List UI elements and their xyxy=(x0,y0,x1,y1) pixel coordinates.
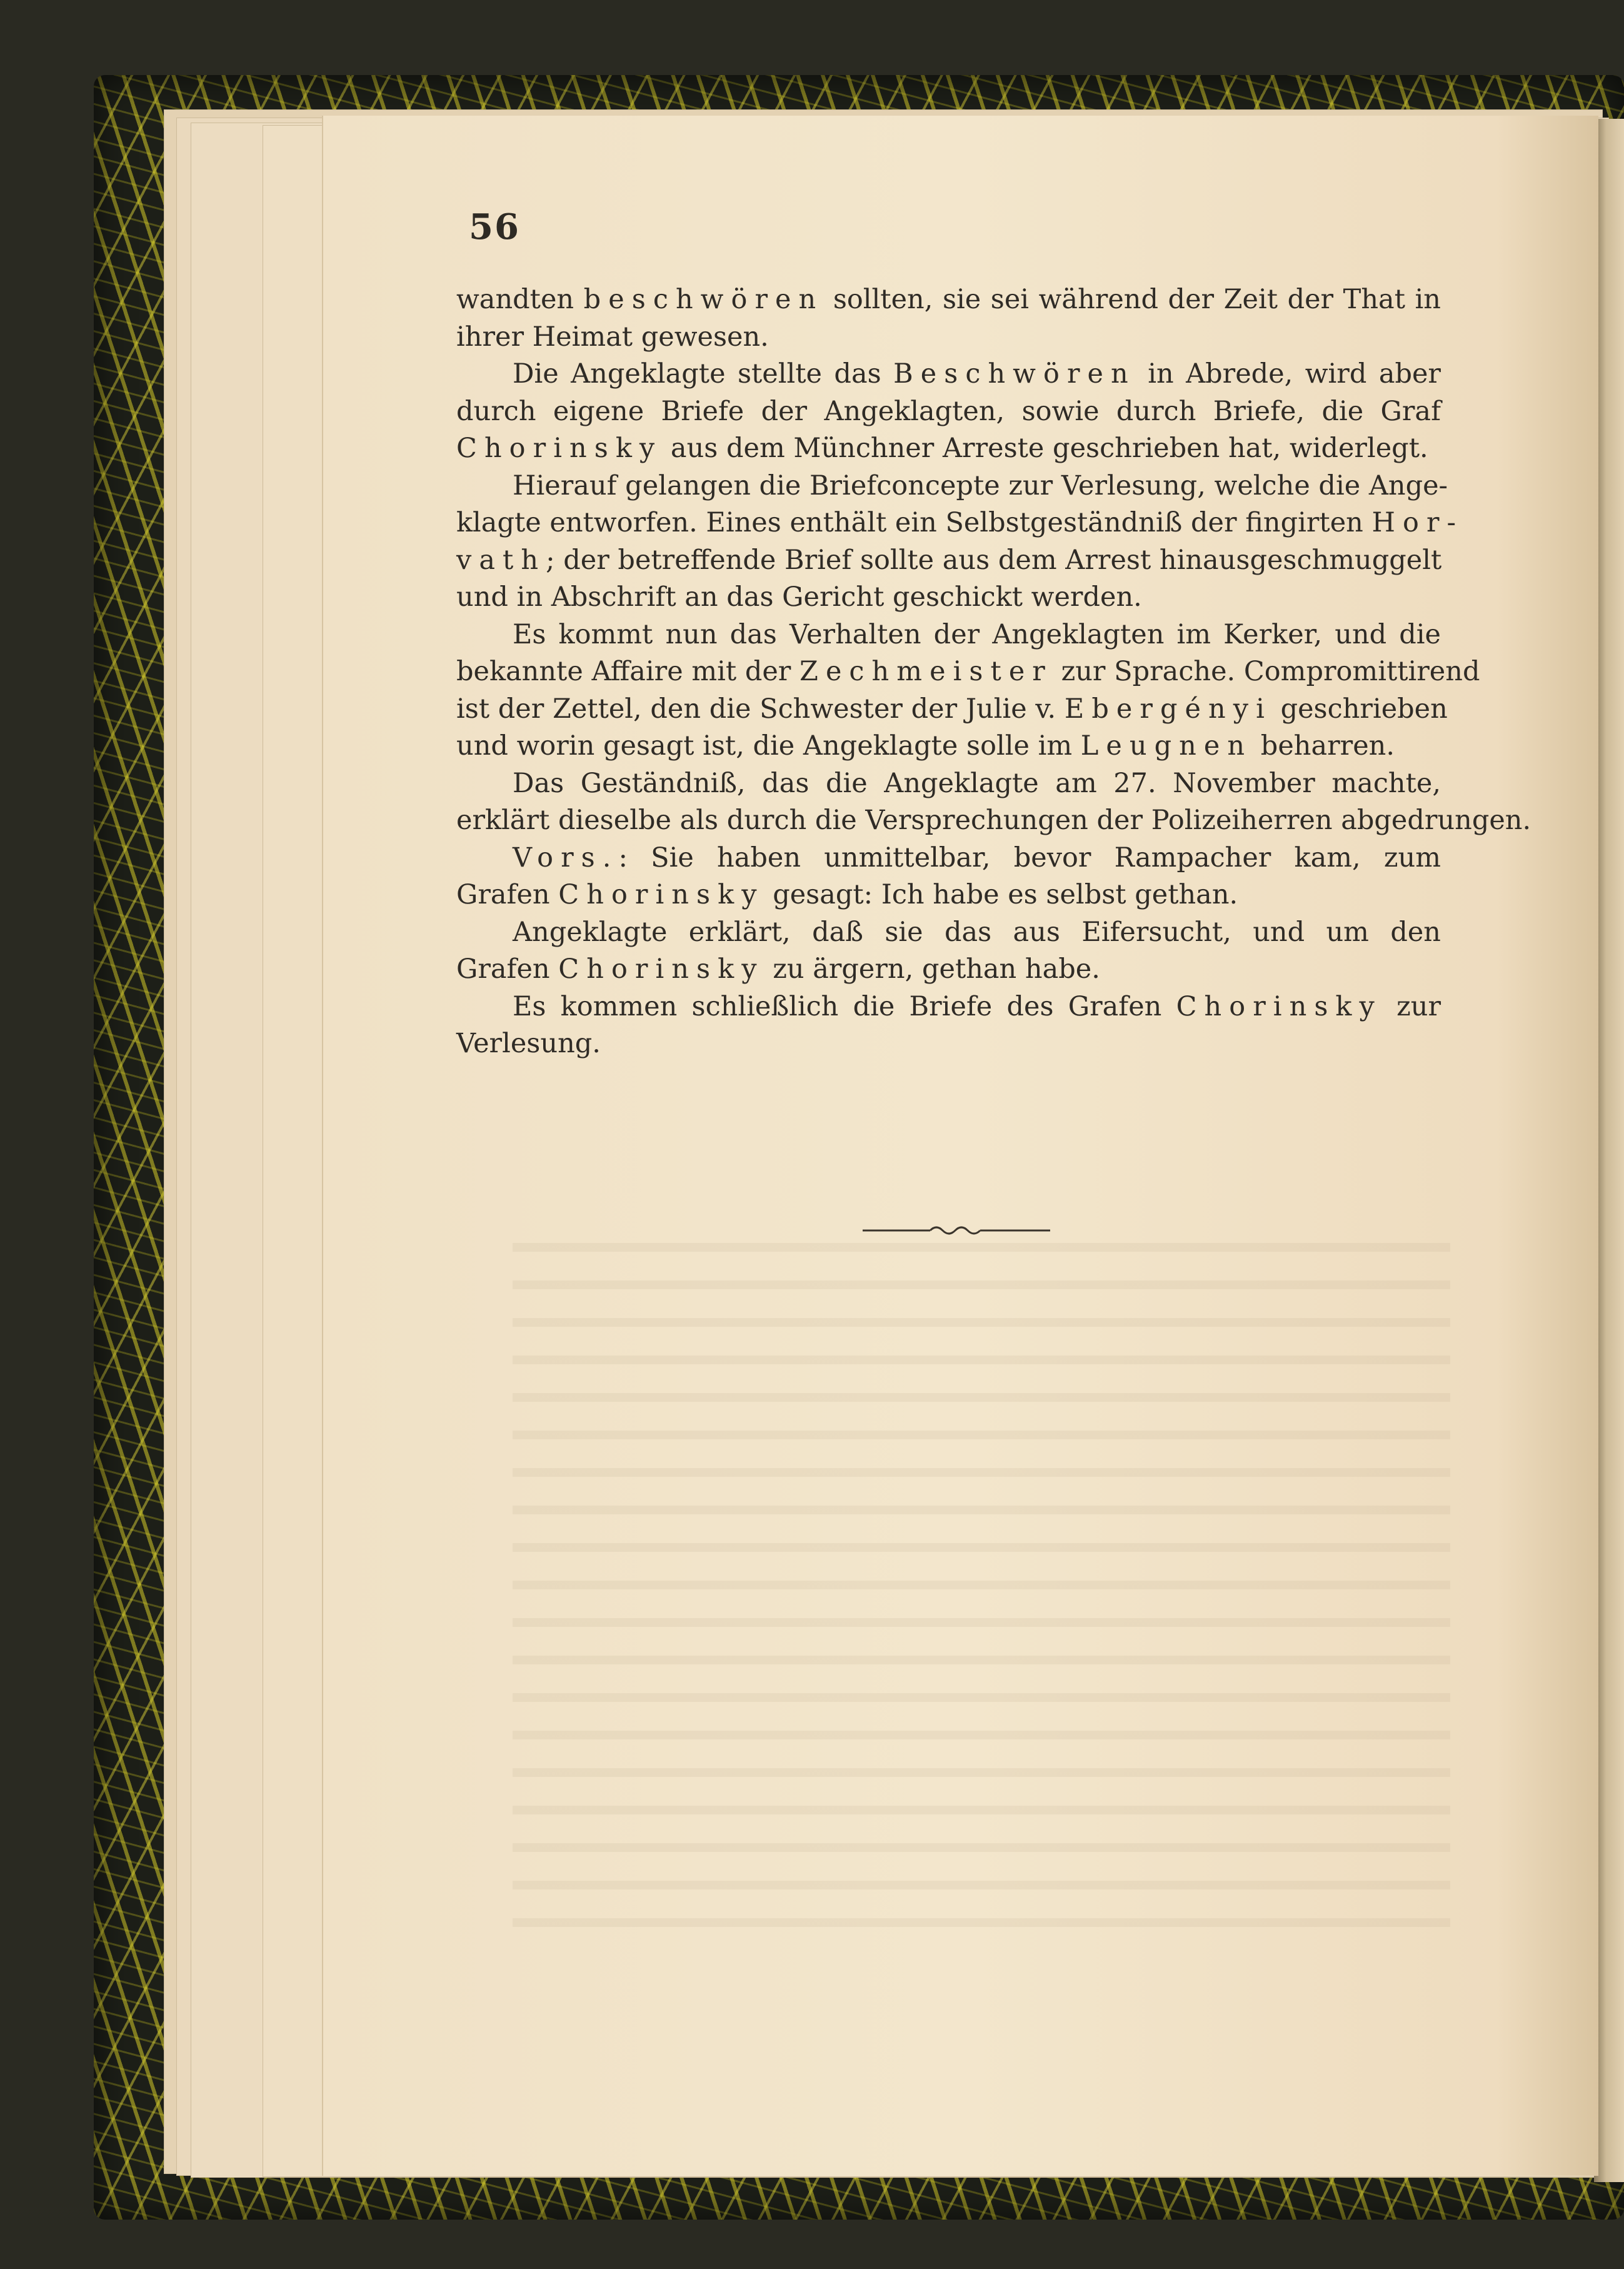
spaced-name: Ebergényi xyxy=(1064,693,1272,725)
text-line xyxy=(456,691,1448,728)
text-line xyxy=(456,393,1441,431)
facing-page-edge xyxy=(1594,119,1624,2182)
text-line xyxy=(456,319,1441,356)
text-line xyxy=(456,542,1441,580)
text-segment: Das Geständniß, das die Angeklagte am 27. November machte, xyxy=(513,767,1441,799)
text-segment: wandten xyxy=(456,284,584,315)
text-line xyxy=(456,616,1441,654)
show-through-text xyxy=(513,1219,1450,1938)
text-line xyxy=(456,914,1441,952)
spaced-name: Hor- xyxy=(1371,507,1464,538)
text-segment: Verlesung. xyxy=(456,1028,601,1059)
text-line xyxy=(456,877,1441,914)
text-segment: durch eigene Briefe der Angeklagten, sowie durch Briefe, die Graf xyxy=(456,395,1441,427)
spaced-name: Beschwören xyxy=(893,358,1136,390)
text-segment: beharren. xyxy=(1252,730,1395,762)
text-segment: Die Angeklagte stellte das xyxy=(513,358,894,390)
text-segment: erklärt dieselbe als durch die Versprechungen der Polizeiherren abgedrungen. xyxy=(456,805,1531,836)
text-segment: zur xyxy=(1381,990,1441,1022)
text-segment: sollten, sie sei während der Zeit der That in xyxy=(823,284,1441,315)
text-segment: gesagt: Ich habe es selbst gethan. xyxy=(764,879,1238,910)
spaced-name: Chorinsky xyxy=(456,433,663,464)
text-line xyxy=(456,728,1441,765)
body-text xyxy=(456,281,1531,1063)
text-line xyxy=(456,356,1441,393)
text-segment: aus dem Münchner Arreste geschrieben hat, widerlegt. xyxy=(662,433,1428,464)
spaced-name: Leugnen xyxy=(1080,730,1253,762)
text-segment: : Sie haben unmittelbar, bevor Rampacher kam, zum xyxy=(618,842,1441,873)
text-line xyxy=(456,505,1464,542)
text-line xyxy=(456,840,1441,877)
text-line xyxy=(456,468,1448,505)
text-segment: Es kommt nun das Verhalten der Angeklagten im Kerker, und die xyxy=(513,618,1441,650)
text-segment: Es kommen schließlich die Briefe des Grafen xyxy=(513,990,1176,1022)
text-segment: geschrieben xyxy=(1271,693,1448,725)
text-line xyxy=(456,579,1441,616)
text-segment: zu ärgern, gethan habe. xyxy=(764,953,1100,985)
text-segment: Hierauf gelangen die Briefconcepte zur Verlesung, welche die Ange- xyxy=(513,470,1448,501)
text-segment: in Abrede, wird aber xyxy=(1135,358,1441,390)
text-segment: bekannte Affaire mit der xyxy=(456,656,800,687)
text-segment: ihrer Heimat gewesen. xyxy=(456,321,769,353)
text-segment: Grafen xyxy=(456,953,559,985)
text-line xyxy=(456,951,1441,989)
spaced-name: Chorinsky xyxy=(558,953,764,985)
text-line xyxy=(456,802,1531,840)
text-line xyxy=(456,1025,1441,1063)
text-segment: Grafen xyxy=(456,879,559,910)
text-segment: ist der Zettel, den die Schwester der Julie v. xyxy=(456,693,1065,725)
text-segment: ; der betreffende Brief sollte aus dem Arrest hinausgeschmuggelt xyxy=(546,544,1442,576)
spaced-name: Chorinsky xyxy=(1176,990,1382,1022)
page-number: 56 xyxy=(469,206,520,248)
ornament-divider xyxy=(863,1218,1050,1243)
spaced-name: beschwören xyxy=(583,284,824,315)
spaced-name: vath xyxy=(456,544,546,576)
text-line xyxy=(456,281,1441,319)
text-segment: zur Sprache. Compromittirend xyxy=(1052,656,1480,687)
spaced-name: Zechmeister xyxy=(799,656,1053,687)
text-segment: klagte entworfen. Eines enthält ein Selbstgeständniß der fingirten xyxy=(456,507,1372,538)
text-segment: und worin gesagt ist, die Angeklagte solle im xyxy=(456,730,1081,762)
spaced-name: Chorinsky xyxy=(558,879,764,910)
spaced-name: Vors. xyxy=(513,842,619,873)
text-line xyxy=(456,653,1480,691)
text-line xyxy=(456,430,1441,468)
text-line xyxy=(456,765,1441,803)
text-segment: und in Abschrift an das Gericht geschickt werden. xyxy=(456,581,1142,613)
text-line xyxy=(456,989,1441,1026)
text-segment: Angeklagte erklärt, daß sie das aus Eifersucht, und um den xyxy=(513,916,1441,948)
